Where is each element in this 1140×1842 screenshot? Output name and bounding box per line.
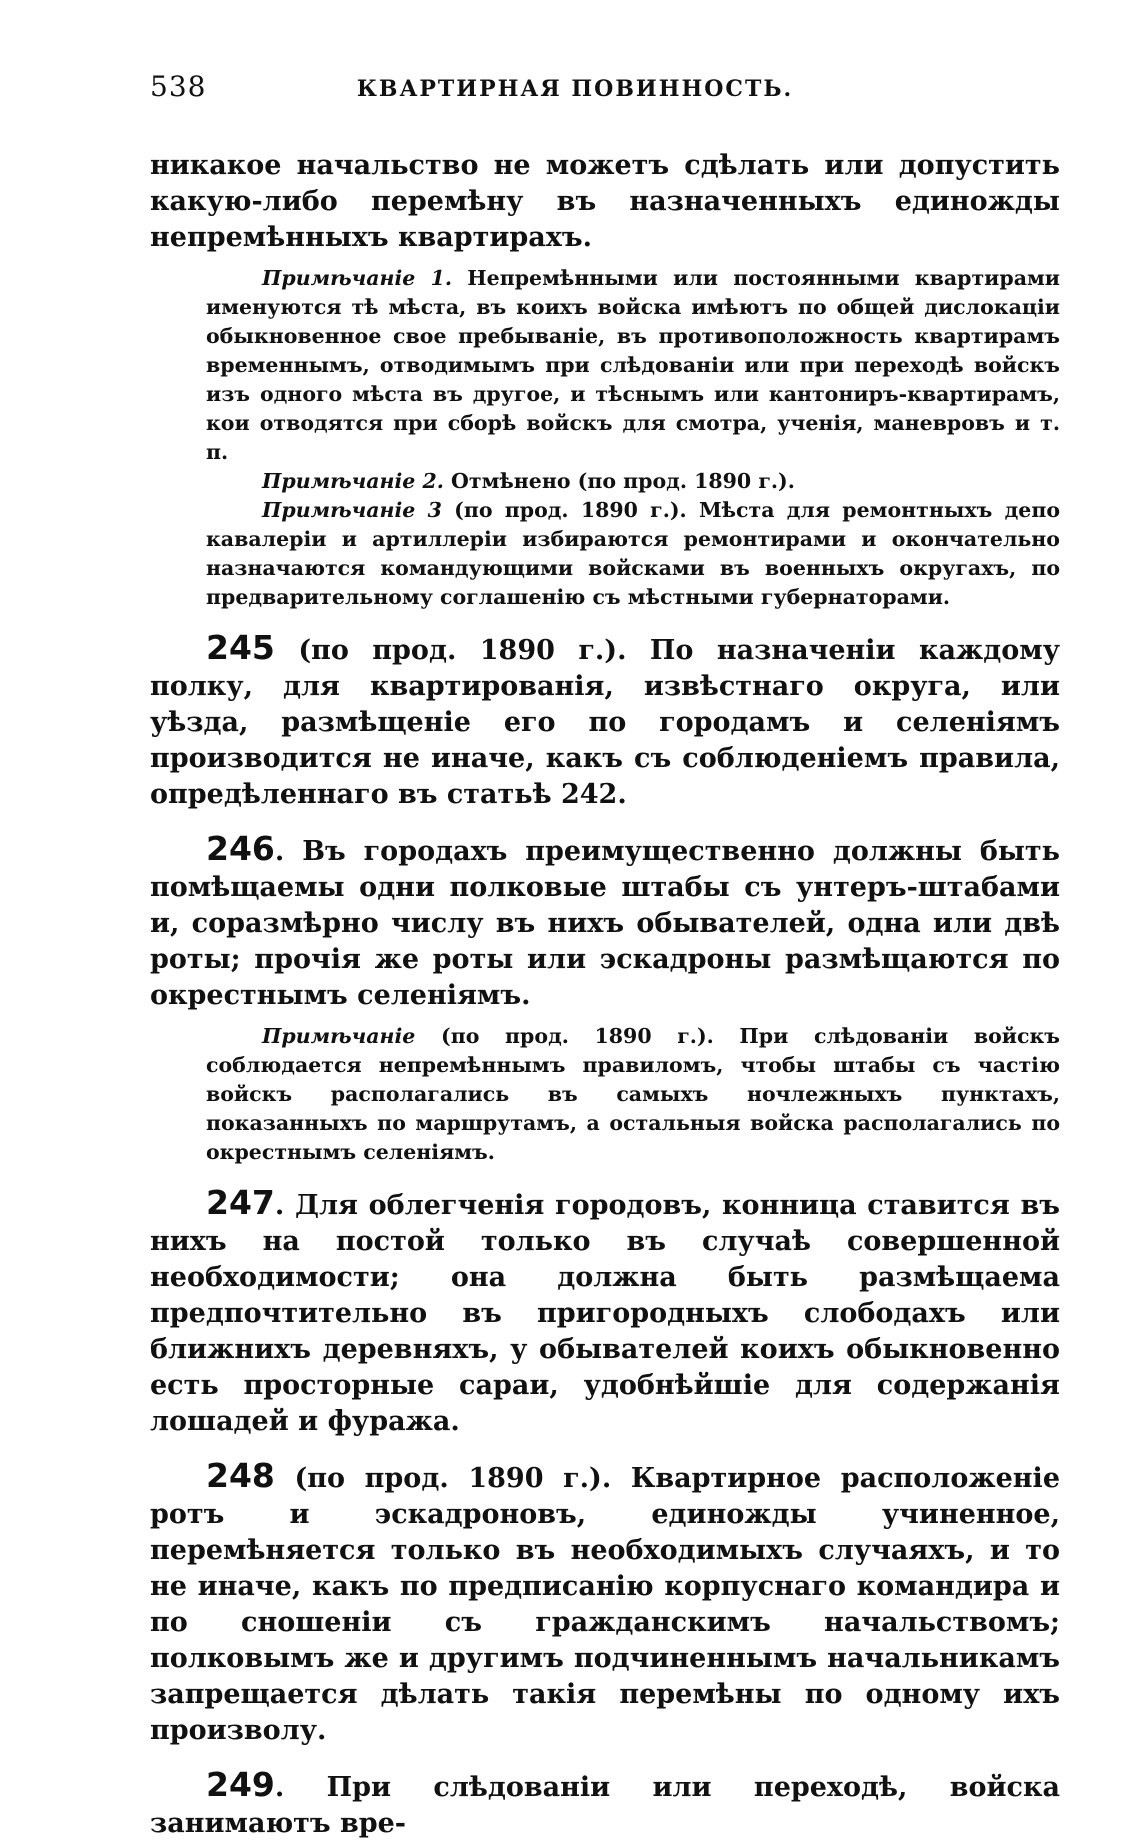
article-text: . Для облегченія городовъ, конница ставится въ нихъ на постой только въ случаѣ совершенной необходимости; она должна быть размѣщаема предпочтительно въ пригородныхъ слободахъ или ближнихъ деревняхъ, у обывателей коихъ обыкновенно есть просторные сараи, удобнѣйшіе для содержанія лошадей и фуража. — [150, 1190, 1060, 1437]
article-number: 249 — [206, 1765, 275, 1804]
article-247 — [150, 1185, 1060, 1440]
running-title: КВАРТИРНАЯ ПОВИННОСТЬ. — [356, 76, 794, 102]
article-245 — [150, 630, 1060, 813]
article-249 — [150, 1767, 1060, 1842]
page-header — [150, 70, 1060, 110]
continuation-text: никакое начальство не можетъ сдѣлать или допустить какую-либо перемѣну въ назначенныхъ единожды непремѣнныхъ квартирахъ. — [150, 150, 1060, 253]
note-246 — [150, 1022, 1060, 1167]
article-248 — [150, 1458, 1060, 1749]
article-number: 245 — [206, 628, 275, 667]
page-number: 538 — [150, 70, 207, 103]
page — [150, 70, 1060, 1842]
note-244-1 — [150, 264, 1060, 467]
article-number: 248 — [206, 1456, 275, 1495]
article-246 — [150, 831, 1060, 1014]
article-text: (по прод. 1890 г.). Квартирное расположеніе ротъ и эскадроновъ, единожды учиненное, перемѣняется только въ необходимыхъ случаяхъ, и то не иначе, какъ по предписанію корпуснаго командира и по сношеніи съ гражданскимъ начальствомъ; полковымъ же и другимъ подчиненнымъ начальникамъ запрещается дѣлать такія перемѣны по одному ихъ произволу. — [150, 1463, 1060, 1746]
note-244-2 — [150, 467, 1060, 496]
note-label: Примѣчаніе — [262, 1024, 416, 1048]
article-text: . Въ городахъ преимущественно должны быть помѣщаемы одни полковые штабы съ унтеръ-штабами и, соразмѣрно числу въ нихъ обывателей, одна или двѣ роты; прочія же роты или эскадроны размѣщаются по окрестнымъ селеніямъ. — [150, 836, 1060, 1011]
note-244-3 — [150, 496, 1060, 612]
note-text: Непремѣнными или постоянными квартирами именуются тѣ мѣста, въ коихъ войска имѣютъ по общей дислокаціи обыкновенное свое пребываніе, въ противоположность квартирамъ временнымъ, отводимымъ при слѣдованіи или при переходѣ войскъ изъ одного мѣста въ другое, и тѣснымъ или кантониръ-квартирамъ, кои отводятся при сборѣ войскъ для смотра, ученія, маневровъ и т. п. — [206, 266, 1060, 464]
article-text: . При слѣдованіи или переходѣ, войска занимаютъ вре- — [150, 1772, 1060, 1839]
note-label: Примѣчаніе 3 — [262, 498, 442, 522]
note-text: (по прод. 1890 г.). Мѣста для ремонтныхъ депо кавалеріи и артиллеріи избираются ремонтирами и окончательно назначаются командующими войсками въ военныхъ округахъ, по предварительному соглашенію съ мѣстными губернаторами. — [206, 498, 1061, 609]
note-label: Примѣчаніе 2. — [262, 469, 444, 493]
article-number: 246 — [206, 829, 275, 868]
article-number: 247 — [206, 1183, 275, 1222]
note-label: Примѣчаніе 1. — [262, 266, 452, 290]
note-text: Отмѣнено (по прод. 1890 г.). — [451, 469, 795, 493]
note-text: (по прод. 1890 г.). При слѣдованіи войскъ соблюдается непремѣннымъ правиломъ, чтобы штабы съ частію войскъ располагались въ самыхъ ночлежныхъ пунктахъ, показанныхъ по маршрутамъ, а остальныя войска располагались по окрестнымъ селеніямъ. — [206, 1024, 1060, 1164]
article-text: (по прод. 1890 г.). По назначеніи каждому полку, для квартированія, извѣстнаго округа, или уѣзда, размѣщеніе его по городамъ и селеніямъ производится не иначе, какъ съ соблюденіемъ правила, опредѣленнаго въ статьѣ 242. — [150, 635, 1060, 810]
